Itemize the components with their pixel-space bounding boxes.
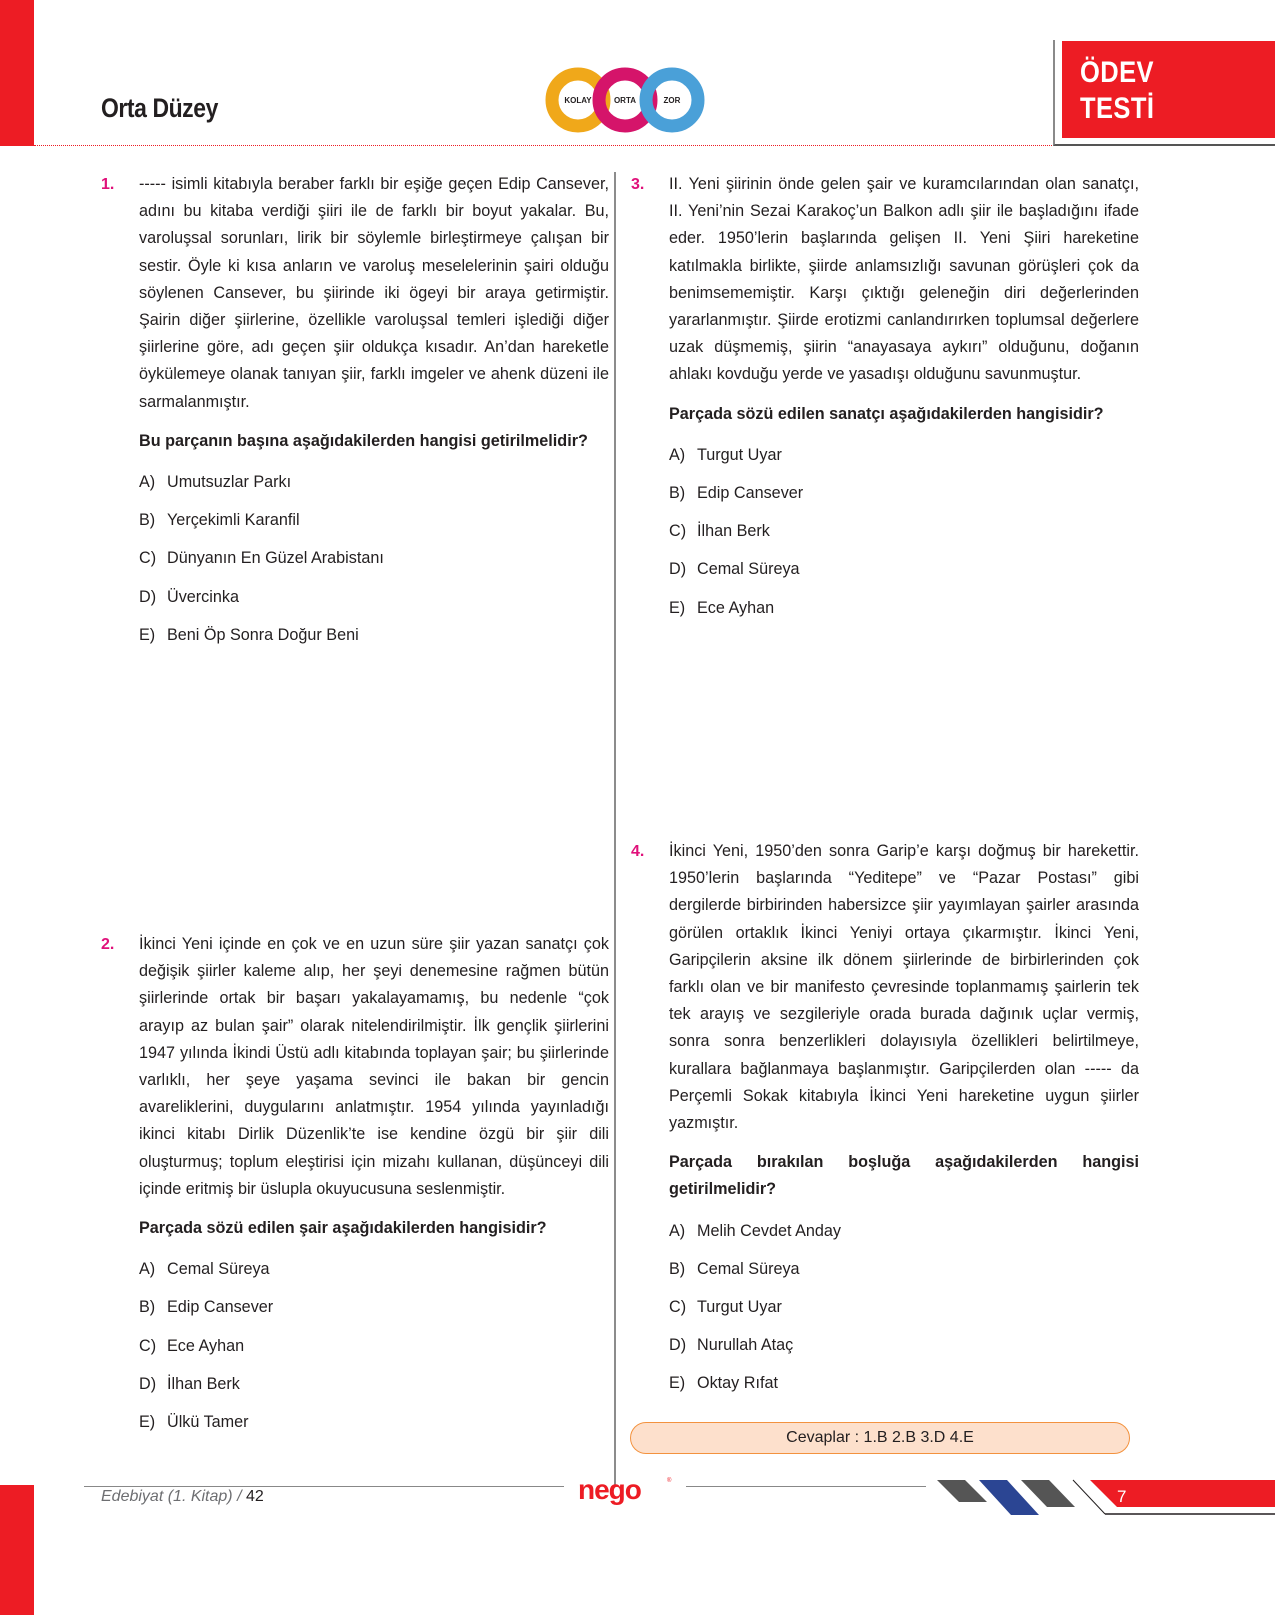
option-c[interactable] [669, 521, 1139, 559]
option-letter: E) [669, 1374, 686, 1393]
question-number: 3. [631, 176, 645, 193]
option-d[interactable] [669, 559, 1139, 597]
option-letter: C) [669, 522, 687, 541]
orta-label: ORTA [613, 96, 637, 105]
option-d[interactable] [669, 1335, 1139, 1373]
option-e[interactable] [669, 598, 1139, 636]
option-text: İlhan Berk [697, 522, 770, 541]
options-list [139, 472, 609, 663]
option-text: Beni Öp Sonra Doğur Beni [167, 625, 359, 644]
badge-line-2: TESTİ [1080, 92, 1155, 125]
option-text: Turgut Uyar [697, 1298, 782, 1317]
option-text: Nurullah Ataç [697, 1336, 794, 1355]
option-d[interactable] [139, 587, 609, 625]
zor-label: ZOR [663, 96, 681, 105]
option-text: Ece Ayhan [167, 1336, 245, 1355]
option-letter: B) [139, 1298, 156, 1317]
question-prompt: Parçada sözü edilen sanatçı aşağıdakilerden hangisidir? [669, 404, 1104, 423]
footer-book-title [101, 1488, 264, 1506]
option-d[interactable] [139, 1374, 609, 1412]
stripe-gray-2 [1021, 1480, 1075, 1507]
option-a[interactable] [139, 472, 609, 510]
option-c[interactable] [669, 1297, 1139, 1335]
option-a[interactable] [669, 445, 1139, 483]
book-page-number: 42 [245, 1488, 264, 1505]
option-letter: C) [139, 549, 157, 568]
decorative-stripes [925, 1477, 1275, 1517]
question-text: ----- isimli kitabıyla beraber farklı bir eşiğe geçen Edip Cansever, adını bu kitaba verdiği şiiri ile de farklı bir boyut yakalar. Bu, varoluşsal sorunları, lirik bir söylemle birleştirmeye çalışan bir sestir. Öyle ki kısa anların ve varoluş meselelerinin şairi olduğu söylenen Cansever, bu şiirinde iki ögeyi bir araya getirmiştir. Şairin diğer şiirlerine, özellikle varoluşsal temleri işlediği diğer şiirlerine göre, adı geçen şiir oldukça kısadır. An’dan hareketle öykülemeye olanak tanıyan şiir, farklı imgeler ve ahenk düzeni ile sarmalanmıştır. [139, 175, 609, 411]
option-letter: E) [139, 1412, 156, 1431]
question-text: İkinci Yeni içinde en çok ve en uzun süre şiir yazan sanatçı çok değişik şiirler kaleme alıp, her şeyi denemesine rağmen bütün şiirlerinde ortak bir başarı yakalayamamış, bu nedenle “çok arayıp az bulan şair” olarak nitelendirilmiştir. İlk gençlik şiirlerini 1947 yılında İkindi Üstü adlı kitabında toplayan şair; bu şiirlerinde varlıklı, her şeye yaşama sevinci ile bakan bir gencin avareliklerini, duygularını anlatmıştır. 1954 yılında yayınladığı ikinci kitabı Dirlik Düzenlik’te ise kendine özgü bir şiir dili oluşturmuş; toplum eleştirisi için mizahı kullanan, düşünceyi dili içinde eritmiş bir üslupla okuyucusuna seslenmiştir. [139, 935, 609, 1198]
option-text: Cemal Süreya [697, 1259, 800, 1278]
option-c[interactable] [139, 548, 609, 586]
footer-divider-left [84, 1486, 564, 1487]
option-e[interactable] [139, 625, 609, 663]
book-name: Edebiyat (1. Kitap) / [101, 1488, 242, 1505]
publisher-logo [574, 1473, 684, 1507]
header-divider [34, 145, 1054, 146]
question-number: 4. [631, 843, 645, 860]
option-text: Üvercinka [167, 587, 239, 606]
option-c[interactable] [139, 1336, 609, 1374]
question-number: 1. [101, 176, 115, 193]
options-list [669, 1221, 1139, 1412]
option-letter: E) [669, 598, 686, 617]
option-e[interactable] [139, 1412, 609, 1450]
option-e[interactable] [669, 1373, 1139, 1411]
option-b[interactable] [669, 483, 1139, 521]
option-letter: D) [139, 587, 157, 606]
option-letter: B) [669, 484, 686, 503]
option-text: Oktay Rıfat [697, 1374, 778, 1393]
option-text: Ülkü Tamer [167, 1412, 249, 1431]
option-a[interactable] [669, 1221, 1139, 1259]
option-letter: B) [139, 511, 156, 530]
level-title: Orta Düzey [101, 93, 218, 123]
question-4 [631, 838, 1139, 1412]
badge-line-1: ÖDEV [1080, 56, 1154, 89]
option-text: Ece Ayhan [697, 598, 775, 617]
option-text: Melih Cevdet Anday [697, 1221, 841, 1240]
stripe-gray-1 [937, 1480, 987, 1502]
option-text: Turgut Uyar [697, 445, 782, 464]
option-b[interactable] [139, 1297, 609, 1335]
option-letter: E) [139, 625, 156, 644]
homework-badge-text [1080, 55, 1154, 127]
question-prompt: Parçada sözü edilen şair aşağıdakilerden hangisidir? [139, 1219, 547, 1238]
publisher-logo-text: nego [578, 1474, 641, 1505]
option-letter: C) [669, 1298, 687, 1317]
difficulty-rings-logo [540, 62, 710, 138]
option-text: Yerçekimli Karanfil [167, 511, 300, 530]
option-b[interactable] [139, 510, 609, 548]
option-letter: D) [669, 560, 687, 579]
option-text: Dünyanın En Güzel Arabistanı [167, 549, 384, 568]
kolay-label: KOLAY [564, 96, 592, 105]
option-letter: A) [139, 1260, 156, 1279]
footer-divider-right [686, 1486, 926, 1487]
answer-key: Cevaplar : 1.B 2.B 3.D 4.E [630, 1422, 1130, 1454]
option-letter: D) [669, 1336, 687, 1355]
question-prompt: Bu parçanın başına aşağıdakilerden hangisi getirilmelidir? [139, 431, 588, 450]
page-number: 7 [1117, 1487, 1127, 1506]
red-side-bar-top [0, 0, 34, 146]
option-letter: A) [669, 445, 686, 464]
option-text: Cemal Süreya [167, 1260, 270, 1279]
option-text: Edip Cansever [167, 1298, 274, 1317]
option-a[interactable] [139, 1259, 609, 1297]
option-text: Cemal Süreya [697, 560, 800, 579]
question-1 [101, 171, 609, 663]
option-letter: B) [669, 1259, 686, 1278]
red-side-bar-bottom [0, 1485, 34, 1615]
option-letter: A) [669, 1221, 686, 1240]
svg-text:®: ® [667, 1478, 672, 1484]
option-text: İlhan Berk [167, 1374, 240, 1393]
option-letter: C) [139, 1336, 157, 1355]
question-prompt: Parçada bırakılan boşluğa aşağıdakilerden hangisi getirilmelidir? [669, 1153, 1139, 1199]
option-text: Edip Cansever [697, 484, 804, 503]
option-b[interactable] [669, 1259, 1139, 1297]
options-list [139, 1259, 609, 1450]
option-letter: A) [139, 473, 156, 492]
question-text: İkinci Yeni, 1950’den sonra Garip’e karşı doğmuş bir harekettir. 1950’lerin başlarında “Yeditepe” ve “Pazar Postası” gibi dergilerde birbirinden habersizce şiir yayımlayan şairler arasında görülen ortaklık İkinci Yeniyi ortaya çıkarmıştır. İkinci Yeni, Garipçilerin aksine ilk dönem şiirlerinde de birbirlerinden çok farklı olan ve bir manifesto çevresinde toplanmamış şairlerin tek tek arayış ve sezgileriyle orada burada dağınık uçlar vermiş, sonra sonra benzerlikleri dolayısıyla özellikleri belirtilmeye, kurallara bağlanmaya başlanmıştır. Garipçilerden olan ----- da Perçemli Sokak kitabıyla İkinci Yeni hareketine uygun şiirler yazmıştır. [669, 842, 1139, 1133]
option-text: Umutsuzlar Parkı [167, 473, 292, 492]
question-3 [631, 171, 1139, 636]
options-list [669, 445, 1139, 636]
question-text: II. Yeni şiirinin önde gelen şair ve kuramcılarından olan sanatçı, II. Yeni’nin Sezai Karakoç’un Balkon adlı şiir ile başladığını ifade eder. 1950’lerin başlarında gelişen II. Yeni Şiiri hareketine katılmakla birlikte, şiirde anlamsızlığı savunan görüşleri çok da benimsememiştir. Karşı çıktığı geleneğin diri değerlerinden yararlanmıştır. Şiirde erotizmi canlandırırken toplumsal değerlere uzak düşmemiş, şiirin “anayasaya aykırı” olduğunu, doğanın ahlakı kovduğu yerde ve yasadışı olduğunu savunmuştur. [669, 175, 1139, 384]
question-number: 2. [101, 936, 115, 953]
option-letter: D) [139, 1374, 157, 1393]
question-2 [101, 931, 609, 1450]
column-divider [614, 172, 616, 1487]
